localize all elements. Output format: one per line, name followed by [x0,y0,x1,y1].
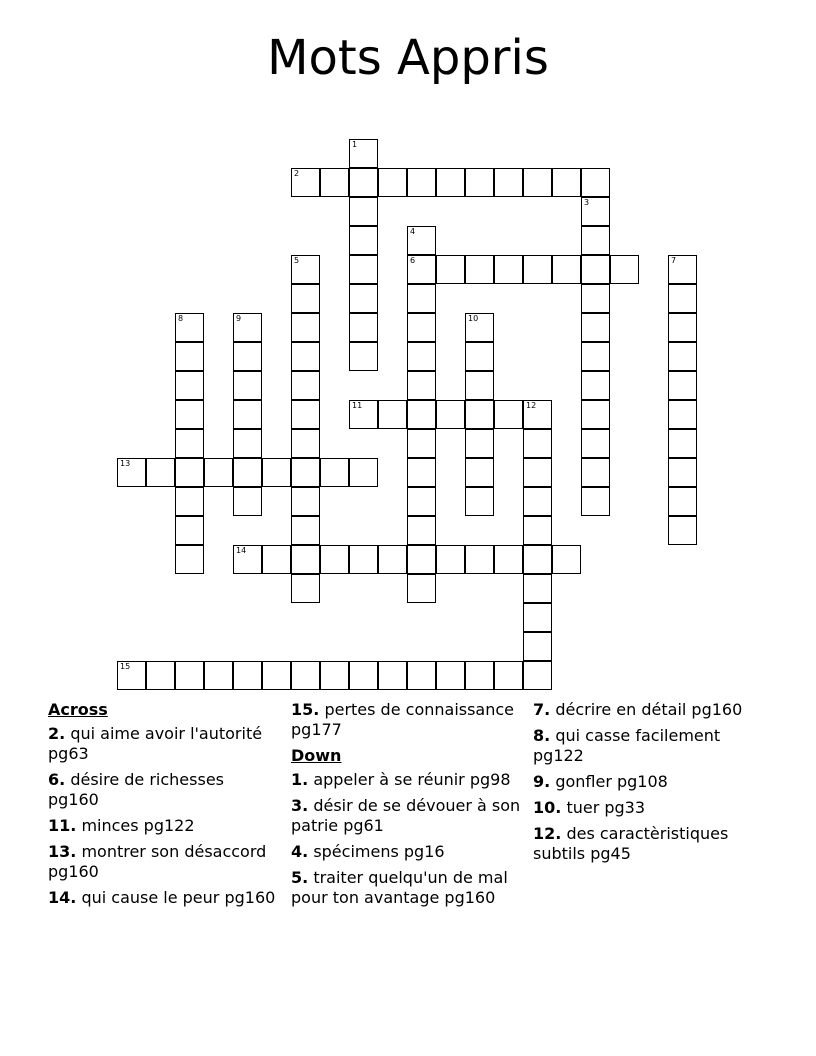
crossword-cell[interactable] [349,226,378,255]
crossword-cell[interactable] [175,400,204,429]
crossword-cell[interactable] [465,371,494,400]
crossword-cell[interactable] [407,371,436,400]
crossword-cell[interactable] [523,458,552,487]
clue-text: décrire en détail pg160 [555,700,743,719]
clue-number: 12. [533,824,562,843]
crossword-cell[interactable] [523,168,552,197]
clue-across-11 [48,816,278,836]
crossword-cell[interactable] [407,226,436,255]
crossword-cell[interactable] [668,429,697,458]
crossword-cell[interactable] [552,255,581,284]
crossword-cell[interactable] [465,429,494,458]
across-heading: Across [48,700,108,719]
crossword-cell[interactable] [407,458,436,487]
clue-text: qui cause le peur pg160 [81,888,276,907]
crossword-cell[interactable] [291,574,320,603]
cell-number: 7 [671,256,677,265]
crossword-cell[interactable] [523,429,552,458]
crossword-cell[interactable] [378,400,407,429]
crossword-cell[interactable] [465,313,494,342]
crossword-cell[interactable] [233,313,262,342]
clue-text: minces pg122 [81,816,195,835]
crossword-cell[interactable] [436,168,465,197]
crossword-cell[interactable] [494,255,523,284]
crossword-cell[interactable] [233,371,262,400]
crossword-cell[interactable] [523,574,552,603]
clue-across-15 [291,700,521,740]
clue-down-12 [533,824,763,864]
crossword-cell[interactable] [465,168,494,197]
crossword-cell[interactable] [291,661,320,690]
clues-column-3 [533,700,763,870]
crossword-cell[interactable] [581,313,610,342]
crossword-cell[interactable] [436,545,465,574]
clue-number: 11. [48,816,77,835]
crossword-cell[interactable] [668,284,697,313]
cell-number: 12 [526,401,537,410]
crossword-cell[interactable] [494,661,523,690]
crossword-cell[interactable] [291,342,320,371]
crossword-cell[interactable] [320,168,349,197]
crossword-cell[interactable] [581,400,610,429]
crossword-cell[interactable] [494,400,523,429]
crossword-cell[interactable] [175,661,204,690]
crossword-cell[interactable] [204,661,233,690]
crossword-cell[interactable] [407,313,436,342]
crossword-cell[interactable] [378,168,407,197]
clue-across-6 [48,770,278,810]
cell-number: 8 [178,314,184,323]
crossword-cell[interactable] [378,661,407,690]
crossword-cell[interactable] [175,342,204,371]
crossword-cell[interactable] [668,342,697,371]
down-heading: Down [291,746,342,765]
crossword-cell[interactable] [407,661,436,690]
clue-text: tuer pg33 [566,798,646,817]
crossword-cell[interactable] [320,545,349,574]
crossword-cell[interactable] [117,661,146,690]
clue-number: 7. [533,700,551,719]
crossword-cell[interactable] [407,284,436,313]
crossword-cell[interactable] [378,545,407,574]
cell-number: 15 [120,662,131,671]
crossword-cell[interactable] [465,545,494,574]
crossword-cell[interactable] [175,429,204,458]
crossword-cell[interactable] [291,487,320,516]
cell-number: 6 [410,256,416,265]
crossword-cell[interactable] [349,313,378,342]
clue-number: 9. [533,772,551,791]
crossword-cell[interactable] [581,458,610,487]
clue-text: désir de se dévouer à son patrie pg61 [291,796,521,835]
crossword-cell[interactable] [262,661,291,690]
clue-number: 4. [291,842,309,861]
crossword-cell[interactable] [523,545,552,574]
clue-number: 13. [48,842,77,861]
crossword-cell[interactable] [552,545,581,574]
clue-down-4 [291,842,521,862]
clue-text: montrer son désaccord pg160 [48,842,267,881]
page-title: Mots Appris [267,30,549,86]
clue-across-14 [48,888,278,908]
clue-number: 6. [48,770,66,789]
crossword-cell[interactable] [349,458,378,487]
crossword-cell[interactable] [262,545,291,574]
clue-number: 10. [533,798,562,817]
crossword-cell[interactable] [117,458,146,487]
cell-number: 11 [352,401,363,410]
crossword-cell[interactable] [465,661,494,690]
cell-number: 10 [468,314,479,323]
crossword-cell[interactable] [291,545,320,574]
clue-down-10 [533,798,763,818]
crossword-cell[interactable] [465,342,494,371]
clue-across-13 [48,842,278,882]
crossword-cell[interactable] [349,168,378,197]
clue-down-8 [533,726,763,766]
clue-text: pertes de connaissance pg177 [291,700,515,739]
clue-across-2 [48,724,278,764]
crossword-cell[interactable] [581,342,610,371]
crossword-cell[interactable] [523,661,552,690]
crossword-cell[interactable] [291,284,320,313]
crossword-cell[interactable] [146,661,175,690]
crossword-cell[interactable] [175,371,204,400]
crossword-cell[interactable] [523,400,552,429]
crossword-cell[interactable] [581,487,610,516]
crossword-cell[interactable] [349,400,378,429]
crossword-cell[interactable] [291,255,320,284]
crossword-cell[interactable] [233,400,262,429]
crossword-cell[interactable] [465,487,494,516]
crossword-cell[interactable] [523,603,552,632]
crossword-cell[interactable] [436,255,465,284]
crossword-cell[interactable] [407,429,436,458]
cell-number: 1 [352,140,358,149]
crossword-cell[interactable] [320,458,349,487]
crossword-cell[interactable] [581,284,610,313]
crossword-cell[interactable] [581,226,610,255]
crossword-cell[interactable] [175,516,204,545]
crossword-cell[interactable] [465,255,494,284]
crossword-cell[interactable] [291,313,320,342]
crossword-cell[interactable] [523,516,552,545]
cell-number: 14 [236,546,247,555]
crossword-cell[interactable] [581,371,610,400]
crossword-cell[interactable] [349,342,378,371]
crossword-cell[interactable] [291,168,320,197]
clue-text: qui aime avoir l'autorité pg63 [48,724,263,763]
clue-down-1 [291,770,521,790]
clue-down-9 [533,772,763,792]
crossword-cell[interactable] [668,255,697,284]
crossword-cell[interactable] [407,487,436,516]
clue-number: 8. [533,726,551,745]
crossword-cell[interactable] [233,458,262,487]
clue-number: 5. [291,868,309,887]
cell-number: 2 [294,169,300,178]
crossword-cell[interactable] [204,458,233,487]
crossword-cell[interactable] [407,255,436,284]
crossword-cell[interactable] [175,458,204,487]
crossword-cell[interactable] [494,168,523,197]
crossword-cell[interactable] [175,545,204,574]
crossword-cell[interactable] [233,487,262,516]
clue-down-3 [291,796,521,836]
crossword-cell[interactable] [581,168,610,197]
crossword-cell[interactable] [349,255,378,284]
crossword-cell[interactable] [233,545,262,574]
crossword-cell[interactable] [465,458,494,487]
clue-text: traiter quelqu'un de mal pour ton avantage pg160 [291,868,508,907]
crossword-cell[interactable] [436,400,465,429]
crossword-cell[interactable] [668,487,697,516]
cell-number: 4 [410,227,416,236]
clues-column-1 [48,700,278,914]
crossword-cell[interactable] [349,284,378,313]
cell-number: 5 [294,256,300,265]
clue-text: qui casse facilement pg122 [533,726,721,765]
crossword-cell[interactable] [291,371,320,400]
clue-text: appeler à se réunir pg98 [313,770,511,789]
clue-text: gonfler pg108 [555,772,668,791]
crossword-cell[interactable] [668,516,697,545]
crossword-cell[interactable] [407,516,436,545]
crossword-cell[interactable] [349,545,378,574]
crossword-cell[interactable] [407,342,436,371]
clue-number: 15. [291,700,320,719]
crossword-cell[interactable] [407,400,436,429]
cell-number: 13 [120,459,131,468]
clue-down-5 [291,868,521,908]
crossword-cell[interactable] [581,255,610,284]
crossword-cell[interactable] [523,487,552,516]
cell-number: 3 [584,198,590,207]
crossword-cell[interactable] [668,371,697,400]
crossword-cell[interactable] [262,458,291,487]
crossword-cell[interactable] [668,400,697,429]
crossword-cell[interactable] [320,661,349,690]
clue-down-7 [533,700,763,720]
crossword-cell[interactable] [581,429,610,458]
crossword-cell[interactable] [175,313,204,342]
crossword-cell[interactable] [291,516,320,545]
clue-text: des caractèristiques subtils pg45 [533,824,729,863]
crossword-cell[interactable] [610,255,639,284]
clue-number: 2. [48,724,66,743]
clue-number: 3. [291,796,309,815]
crossword-cell[interactable] [552,168,581,197]
crossword-cell[interactable] [494,545,523,574]
crossword-cell[interactable] [436,661,465,690]
crossword-cell[interactable] [407,574,436,603]
crossword-cell[interactable] [407,168,436,197]
crossword-cell[interactable] [291,429,320,458]
crossword-cell[interactable] [233,661,262,690]
crossword-cell[interactable] [523,255,552,284]
clue-number: 1. [291,770,309,789]
crossword-cell[interactable] [291,458,320,487]
crossword-cell[interactable] [233,429,262,458]
clue-text: désire de richesses pg160 [48,770,224,809]
crossword-cell[interactable] [233,342,262,371]
crossword-cell[interactable] [175,487,204,516]
clue-number: 14. [48,888,77,907]
crossword-cell[interactable] [668,458,697,487]
crossword-cell[interactable] [581,197,610,226]
crossword-cell[interactable] [291,400,320,429]
crossword-cell[interactable] [146,458,175,487]
crossword-cell[interactable] [465,400,494,429]
crossword-cell[interactable] [349,197,378,226]
crossword-cell[interactable] [349,661,378,690]
crossword-cell[interactable] [349,139,378,168]
crossword-cell[interactable] [523,632,552,661]
crossword-cell[interactable] [407,545,436,574]
crossword-cell[interactable] [668,313,697,342]
clues-column-2 [291,700,521,914]
cell-number: 9 [236,314,242,323]
clue-text: spécimens pg16 [313,842,445,861]
